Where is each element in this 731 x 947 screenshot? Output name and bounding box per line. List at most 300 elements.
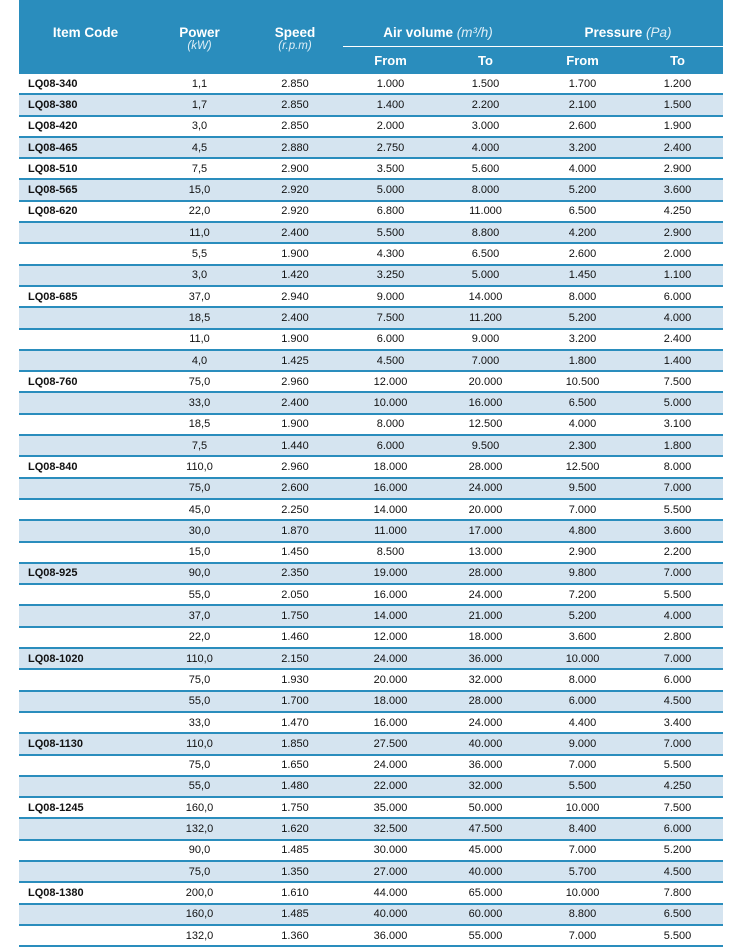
cell-pressure-from: 6.000: [533, 691, 632, 712]
cell-power: 15,0: [152, 542, 247, 563]
cell-air-volume-from: 20.000: [343, 669, 438, 690]
cell-air-volume-from: 16.000: [343, 478, 438, 499]
cell-pressure-to: 1.800: [632, 435, 723, 456]
header-air-to: To: [438, 47, 533, 75]
table-row: [19, 158, 723, 179]
cell-pressure-to: 2.900: [632, 222, 723, 243]
cell-speed: 2.050: [247, 584, 343, 605]
cell-air-volume-from: 1.000: [343, 74, 438, 94]
cell-pressure-from: 3.200: [533, 137, 632, 158]
cell-pressure-to: 3.400: [632, 712, 723, 733]
cell-pressure-to: 1.400: [632, 350, 723, 371]
cell-air-volume-from: 3.250: [343, 265, 438, 286]
cell-item-code: [19, 478, 152, 499]
cell-item-code: [19, 414, 152, 435]
cell-pressure-to: 2.800: [632, 627, 723, 648]
cell-speed: 2.940: [247, 286, 343, 307]
table-row: [19, 392, 723, 413]
cell-air-volume-from: 1.400: [343, 94, 438, 115]
cell-air-volume-to: 50.000: [438, 797, 533, 818]
cell-power: 132,0: [152, 925, 247, 946]
cell-power: 55,0: [152, 776, 247, 797]
cell-air-volume-to: 5.000: [438, 265, 533, 286]
table-row: [19, 627, 723, 648]
header-pressure: Pressure (Pa): [533, 0, 723, 47]
cell-item-code: [19, 350, 152, 371]
cell-air-volume-to: 28.000: [438, 456, 533, 477]
cell-speed: 1.480: [247, 776, 343, 797]
cell-pressure-from: 4.000: [533, 414, 632, 435]
cell-pressure-to: 7.000: [632, 733, 723, 754]
cell-item-code: LQ08-340: [19, 74, 152, 94]
cell-power: 1,7: [152, 94, 247, 115]
cell-power: 55,0: [152, 691, 247, 712]
cell-pressure-to: 2.400: [632, 329, 723, 350]
cell-item-code: [19, 669, 152, 690]
cell-air-volume-from: 8.000: [343, 414, 438, 435]
cell-pressure-to: 4.250: [632, 776, 723, 797]
cell-speed: 1.470: [247, 712, 343, 733]
table-row: [19, 435, 723, 456]
cell-power: 11,0: [152, 329, 247, 350]
cell-power: 30,0: [152, 520, 247, 541]
table-row: [19, 776, 723, 797]
cell-power: 5,5: [152, 243, 247, 264]
cell-speed: 1.750: [247, 797, 343, 818]
table-row: [19, 94, 723, 115]
cell-speed: 2.880: [247, 137, 343, 158]
cell-speed: 2.600: [247, 478, 343, 499]
cell-air-volume-to: 36.000: [438, 648, 533, 669]
table-row: [19, 882, 723, 903]
cell-item-code: [19, 904, 152, 925]
cell-item-code: [19, 265, 152, 286]
cell-power: 45,0: [152, 499, 247, 520]
cell-air-volume-from: 9.000: [343, 286, 438, 307]
cell-air-volume-to: 8.000: [438, 179, 533, 200]
cell-air-volume-from: 6.800: [343, 201, 438, 222]
cell-pressure-from: 3.200: [533, 329, 632, 350]
cell-air-volume-from: 6.000: [343, 435, 438, 456]
cell-pressure-from: 1.800: [533, 350, 632, 371]
cell-item-code: LQ08-380: [19, 94, 152, 115]
cell-pressure-to: 4.250: [632, 201, 723, 222]
table-row: [19, 669, 723, 690]
cell-speed: 1.420: [247, 265, 343, 286]
cell-speed: 1.750: [247, 605, 343, 626]
cell-pressure-from: 2.300: [533, 435, 632, 456]
cell-speed: 1.620: [247, 818, 343, 839]
cell-power: 22,0: [152, 201, 247, 222]
table-row: [19, 201, 723, 222]
cell-air-volume-to: 60.000: [438, 904, 533, 925]
cell-item-code: [19, 222, 152, 243]
cell-item-code: [19, 627, 152, 648]
cell-speed: 1.900: [247, 414, 343, 435]
table-row: [19, 584, 723, 605]
cell-pressure-to: 6.000: [632, 818, 723, 839]
header-air-from: From: [343, 47, 438, 75]
cell-air-volume-from: 2.000: [343, 116, 438, 137]
cell-pressure-from: 7.000: [533, 499, 632, 520]
cell-speed: 2.850: [247, 74, 343, 94]
table-row: [19, 925, 723, 946]
cell-air-volume-to: 36.000: [438, 755, 533, 776]
cell-air-volume-from: 6.000: [343, 329, 438, 350]
cell-pressure-from: 7.000: [533, 755, 632, 776]
table-row: [19, 712, 723, 733]
table-row: [19, 605, 723, 626]
cell-speed: 1.350: [247, 861, 343, 882]
cell-item-code: LQ08-1380: [19, 882, 152, 903]
cell-pressure-to: 6.500: [632, 904, 723, 925]
cell-speed: 1.650: [247, 755, 343, 776]
cell-speed: 1.700: [247, 691, 343, 712]
cell-pressure-from: 1.450: [533, 265, 632, 286]
table-row: [19, 179, 723, 200]
cell-air-volume-from: 12.000: [343, 627, 438, 648]
cell-air-volume-from: 44.000: [343, 882, 438, 903]
cell-air-volume-to: 11.200: [438, 307, 533, 328]
cell-item-code: LQ08-1130: [19, 733, 152, 754]
cell-pressure-from: 8.400: [533, 818, 632, 839]
table-row: [19, 222, 723, 243]
cell-pressure-from: 10.000: [533, 797, 632, 818]
cell-pressure-from: 7.000: [533, 840, 632, 861]
header-speed: Speed (r.p.m): [247, 0, 343, 74]
cell-item-code: [19, 435, 152, 456]
table-row: [19, 691, 723, 712]
cell-item-code: LQ08-1245: [19, 797, 152, 818]
cell-air-volume-from: 35.000: [343, 797, 438, 818]
cell-power: 55,0: [152, 584, 247, 605]
table-row: [19, 755, 723, 776]
table-row: [19, 414, 723, 435]
cell-speed: 1.485: [247, 840, 343, 861]
cell-air-volume-from: 4.500: [343, 350, 438, 371]
cell-air-volume-from: 16.000: [343, 584, 438, 605]
cell-item-code: LQ08-510: [19, 158, 152, 179]
cell-power: 160,0: [152, 904, 247, 925]
cell-pressure-to: 5.500: [632, 925, 723, 946]
cell-power: 22,0: [152, 627, 247, 648]
cell-air-volume-from: 8.500: [343, 542, 438, 563]
header-item-code: Item Code: [19, 0, 152, 74]
cell-air-volume-to: 47.500: [438, 818, 533, 839]
cell-power: 37,0: [152, 286, 247, 307]
cell-item-code: [19, 499, 152, 520]
cell-power: 200,0: [152, 882, 247, 903]
cell-air-volume-to: 55.000: [438, 925, 533, 946]
cell-pressure-from: 5.200: [533, 307, 632, 328]
cell-air-volume-to: 24.000: [438, 584, 533, 605]
cell-speed: 2.960: [247, 371, 343, 392]
cell-speed: 1.900: [247, 243, 343, 264]
cell-pressure-to: 3.100: [632, 414, 723, 435]
cell-pressure-to: 7.500: [632, 371, 723, 392]
cell-air-volume-to: 3.000: [438, 116, 533, 137]
cell-air-volume-from: 14.000: [343, 499, 438, 520]
cell-speed: 2.920: [247, 201, 343, 222]
table-row: [19, 478, 723, 499]
cell-pressure-to: 7.000: [632, 478, 723, 499]
cell-pressure-from: 2.600: [533, 116, 632, 137]
table-row: [19, 116, 723, 137]
cell-item-code: LQ08-760: [19, 371, 152, 392]
cell-pressure-to: 4.000: [632, 307, 723, 328]
table-row: [19, 563, 723, 584]
cell-power: 4,0: [152, 350, 247, 371]
cell-air-volume-from: 24.000: [343, 648, 438, 669]
cell-speed: 1.930: [247, 669, 343, 690]
cell-speed: 2.400: [247, 222, 343, 243]
cell-pressure-to: 1.100: [632, 265, 723, 286]
cell-power: 132,0: [152, 818, 247, 839]
cell-item-code: [19, 755, 152, 776]
cell-air-volume-to: 28.000: [438, 691, 533, 712]
cell-speed: 2.920: [247, 179, 343, 200]
cell-power: 15,0: [152, 179, 247, 200]
cell-air-volume-to: 18.000: [438, 627, 533, 648]
cell-pressure-from: 8.000: [533, 669, 632, 690]
cell-air-volume-to: 2.200: [438, 94, 533, 115]
table-row: [19, 520, 723, 541]
cell-pressure-to: 8.000: [632, 456, 723, 477]
cell-air-volume-from: 22.000: [343, 776, 438, 797]
cell-item-code: [19, 712, 152, 733]
cell-air-volume-from: 14.000: [343, 605, 438, 626]
cell-speed: 1.850: [247, 733, 343, 754]
cell-pressure-from: 9.500: [533, 478, 632, 499]
cell-pressure-to: 5.200: [632, 840, 723, 861]
cell-item-code: LQ08-1020: [19, 648, 152, 669]
cell-pressure-from: 2.900: [533, 542, 632, 563]
cell-air-volume-to: 12.500: [438, 414, 533, 435]
cell-power: 11,0: [152, 222, 247, 243]
cell-pressure-from: 2.100: [533, 94, 632, 115]
header-pressure-from: From: [533, 47, 632, 75]
cell-pressure-to: 2.400: [632, 137, 723, 158]
table-row: [19, 243, 723, 264]
table-row: [19, 733, 723, 754]
header-air-volume: Air volume (m³/h): [343, 0, 533, 47]
cell-pressure-to: 1.900: [632, 116, 723, 137]
cell-power: 4,5: [152, 137, 247, 158]
cell-item-code: LQ08-420: [19, 116, 152, 137]
cell-air-volume-to: 9.000: [438, 329, 533, 350]
cell-pressure-to: 6.000: [632, 669, 723, 690]
cell-power: 33,0: [152, 392, 247, 413]
cell-power: 160,0: [152, 797, 247, 818]
cell-pressure-from: 5.200: [533, 179, 632, 200]
cell-air-volume-to: 4.000: [438, 137, 533, 158]
cell-air-volume-to: 13.000: [438, 542, 533, 563]
cell-speed: 2.350: [247, 563, 343, 584]
cell-air-volume-to: 8.800: [438, 222, 533, 243]
cell-pressure-to: 2.900: [632, 158, 723, 179]
table-row: [19, 74, 723, 94]
cell-speed: 2.400: [247, 307, 343, 328]
cell-item-code: [19, 520, 152, 541]
cell-air-volume-to: 40.000: [438, 733, 533, 754]
cell-power: 75,0: [152, 755, 247, 776]
table-row: [19, 648, 723, 669]
cell-power: 7,5: [152, 435, 247, 456]
cell-air-volume-to: 32.000: [438, 776, 533, 797]
cell-air-volume-to: 11.000: [438, 201, 533, 222]
header-power: Power (kW): [152, 0, 247, 74]
cell-power: 1,1: [152, 74, 247, 94]
cell-pressure-to: 5.000: [632, 392, 723, 413]
cell-power: 75,0: [152, 478, 247, 499]
cell-pressure-from: 6.500: [533, 201, 632, 222]
cell-item-code: [19, 542, 152, 563]
cell-power: 110,0: [152, 733, 247, 754]
cell-pressure-to: 7.500: [632, 797, 723, 818]
cell-pressure-to: 7.000: [632, 563, 723, 584]
cell-air-volume-to: 1.500: [438, 74, 533, 94]
cell-pressure-from: 12.500: [533, 456, 632, 477]
cell-air-volume-to: 20.000: [438, 499, 533, 520]
cell-pressure-from: 10.000: [533, 882, 632, 903]
cell-air-volume-from: 5.500: [343, 222, 438, 243]
cell-air-volume-from: 3.500: [343, 158, 438, 179]
cell-pressure-from: 6.500: [533, 392, 632, 413]
cell-speed: 2.900: [247, 158, 343, 179]
table-row: [19, 371, 723, 392]
cell-power: 75,0: [152, 861, 247, 882]
cell-item-code: [19, 840, 152, 861]
cell-air-volume-to: 21.000: [438, 605, 533, 626]
cell-pressure-to: 4.000: [632, 605, 723, 626]
cell-power: 3,0: [152, 265, 247, 286]
table-row: [19, 350, 723, 371]
cell-air-volume-from: 27.500: [343, 733, 438, 754]
cell-pressure-to: 6.000: [632, 286, 723, 307]
table-row: [19, 137, 723, 158]
cell-air-volume-to: 40.000: [438, 861, 533, 882]
cell-pressure-to: 3.600: [632, 179, 723, 200]
table-row: [19, 329, 723, 350]
fan-spec-table: [19, 0, 723, 947]
cell-air-volume-to: 28.000: [438, 563, 533, 584]
cell-item-code: LQ08-465: [19, 137, 152, 158]
cell-air-volume-from: 12.000: [343, 371, 438, 392]
cell-pressure-from: 7.000: [533, 925, 632, 946]
cell-item-code: [19, 584, 152, 605]
cell-power: 90,0: [152, 840, 247, 861]
cell-speed: 1.610: [247, 882, 343, 903]
cell-pressure-to: 3.600: [632, 520, 723, 541]
cell-power: 33,0: [152, 712, 247, 733]
cell-speed: 2.850: [247, 116, 343, 137]
cell-pressure-from: 9.800: [533, 563, 632, 584]
table-row: [19, 499, 723, 520]
cell-air-volume-from: 4.300: [343, 243, 438, 264]
cell-power: 75,0: [152, 371, 247, 392]
cell-item-code: [19, 392, 152, 413]
cell-air-volume-to: 65.000: [438, 882, 533, 903]
cell-item-code: [19, 329, 152, 350]
cell-pressure-from: 8.800: [533, 904, 632, 925]
cell-air-volume-from: 5.000: [343, 179, 438, 200]
cell-air-volume-to: 5.600: [438, 158, 533, 179]
cell-air-volume-from: 40.000: [343, 904, 438, 925]
table-row: [19, 818, 723, 839]
table-row: [19, 456, 723, 477]
cell-pressure-to: 2.200: [632, 542, 723, 563]
cell-pressure-to: 5.500: [632, 584, 723, 605]
cell-air-volume-to: 16.000: [438, 392, 533, 413]
cell-pressure-from: 1.700: [533, 74, 632, 94]
cell-speed: 1.450: [247, 542, 343, 563]
cell-item-code: [19, 925, 152, 946]
cell-pressure-from: 4.400: [533, 712, 632, 733]
cell-power: 7,5: [152, 158, 247, 179]
cell-pressure-to: 5.500: [632, 499, 723, 520]
cell-air-volume-from: 18.000: [343, 456, 438, 477]
cell-air-volume-to: 6.500: [438, 243, 533, 264]
table-row: [19, 861, 723, 882]
header-row-top: [19, 0, 723, 47]
table-row: [19, 286, 723, 307]
cell-air-volume-to: 24.000: [438, 712, 533, 733]
cell-power: 18,5: [152, 414, 247, 435]
cell-air-volume-from: 2.750: [343, 137, 438, 158]
cell-speed: 1.900: [247, 329, 343, 350]
cell-speed: 1.870: [247, 520, 343, 541]
cell-speed: 1.485: [247, 904, 343, 925]
cell-air-volume-to: 24.000: [438, 478, 533, 499]
cell-pressure-from: 4.800: [533, 520, 632, 541]
cell-air-volume-from: 11.000: [343, 520, 438, 541]
cell-air-volume-to: 14.000: [438, 286, 533, 307]
cell-item-code: [19, 605, 152, 626]
cell-speed: 1.440: [247, 435, 343, 456]
cell-pressure-to: 5.500: [632, 755, 723, 776]
cell-air-volume-from: 27.000: [343, 861, 438, 882]
cell-pressure-from: 3.600: [533, 627, 632, 648]
cell-item-code: [19, 818, 152, 839]
cell-air-volume-from: 19.000: [343, 563, 438, 584]
table-row: [19, 904, 723, 925]
cell-pressure-from: 5.200: [533, 605, 632, 626]
cell-air-volume-to: 7.000: [438, 350, 533, 371]
cell-air-volume-from: 24.000: [343, 755, 438, 776]
cell-item-code: LQ08-685: [19, 286, 152, 307]
cell-power: 110,0: [152, 456, 247, 477]
cell-air-volume-from: 36.000: [343, 925, 438, 946]
table-row: [19, 797, 723, 818]
cell-item-code: LQ08-840: [19, 456, 152, 477]
cell-air-volume-from: 10.000: [343, 392, 438, 413]
cell-air-volume-to: 20.000: [438, 371, 533, 392]
cell-pressure-to: 1.200: [632, 74, 723, 94]
cell-item-code: [19, 307, 152, 328]
cell-air-volume-from: 7.500: [343, 307, 438, 328]
cell-pressure-to: 7.800: [632, 882, 723, 903]
cell-pressure-to: 7.000: [632, 648, 723, 669]
cell-power: 3,0: [152, 116, 247, 137]
cell-air-volume-to: 45.000: [438, 840, 533, 861]
cell-speed: 1.360: [247, 925, 343, 946]
cell-item-code: [19, 861, 152, 882]
cell-speed: 1.460: [247, 627, 343, 648]
cell-item-code: LQ08-620: [19, 201, 152, 222]
cell-power: 18,5: [152, 307, 247, 328]
cell-pressure-from: 5.700: [533, 861, 632, 882]
cell-pressure-from: 10.000: [533, 648, 632, 669]
